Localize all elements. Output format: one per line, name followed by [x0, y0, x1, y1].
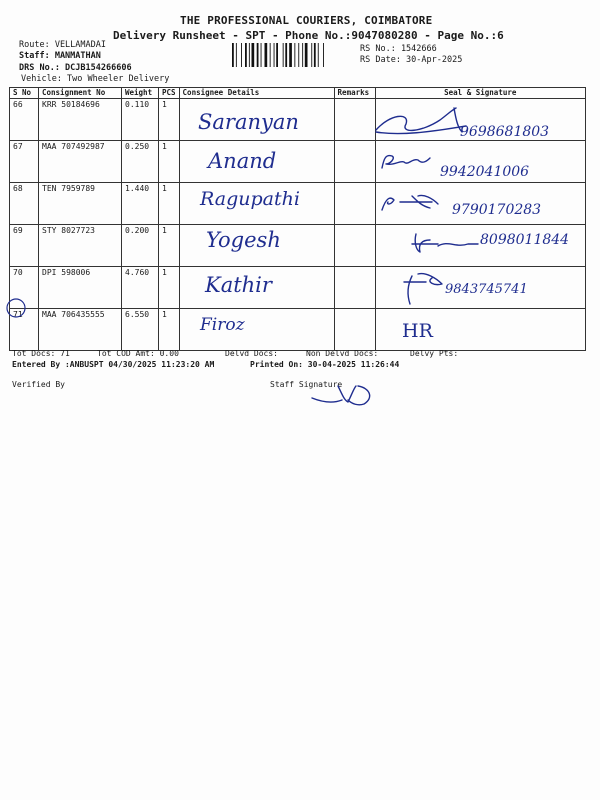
cell-consignment: TEN 7959789	[39, 183, 122, 225]
cell-sno: 69	[10, 225, 39, 267]
barcode-icon	[231, 43, 353, 67]
cell-pcs: 1	[159, 267, 180, 309]
cell-remarks	[334, 141, 375, 183]
header-consignee: Consignee Details	[179, 88, 334, 99]
cell-consignment: DPI 598006	[39, 267, 122, 309]
runsheet-title: Delivery Runsheet - SPT - Phone No.:9047080280 - Page No.:6	[113, 29, 504, 42]
cell-pcs: 1	[159, 309, 180, 351]
total-cod-amount: Tot COD Amt: 0.00	[97, 349, 179, 358]
table-header-row	[10, 88, 586, 99]
circled-mark-icon	[5, 297, 27, 319]
header-weight: Weight	[122, 88, 159, 99]
handwritten-consignee: Ragupathi	[200, 188, 300, 210]
cell-sno: 66	[10, 99, 39, 141]
rs-number: RS No.: 1542666	[360, 44, 437, 54]
delivered-docs: Delvd Docs:	[225, 349, 278, 358]
handwritten-phone: 9843745741	[445, 282, 528, 297]
cell-weight: 0.200	[122, 225, 159, 267]
header-sno: S No	[10, 88, 39, 99]
rs-date: RS Date: 30-Apr-2025	[360, 55, 463, 65]
signature-scribble	[378, 148, 438, 174]
signature-scribble	[370, 102, 470, 142]
delivery-points: Delvy Pts:	[410, 349, 459, 358]
cell-sno: 68	[10, 183, 39, 225]
cell-consignment: MAA 707492987	[39, 141, 122, 183]
handwritten-consignee: Saranyan	[198, 110, 299, 134]
route-label: Route: VELLAMADAI	[19, 40, 106, 50]
cell-pcs: 1	[159, 141, 180, 183]
cell-pcs: 1	[159, 225, 180, 267]
printed-on: Printed On: 30-04-2025 11:26:44	[250, 360, 400, 369]
cell-consignment: KRR 50184696	[39, 99, 122, 141]
cell-sno: 67	[10, 141, 39, 183]
cell-weight: 4.760	[122, 267, 159, 309]
handwritten-consignee: Anand	[208, 149, 277, 173]
cell-remarks	[334, 183, 375, 225]
cell-weight: 1.440	[122, 183, 159, 225]
staff-signature-label: Staff Signature	[270, 380, 343, 389]
handwritten-consignee: Kathir	[205, 273, 272, 297]
handwritten-phone: 8098011844	[480, 232, 570, 248]
entered-by: Entered By :ANBUSPT 04/30/2025 11:23:20 AM	[12, 360, 215, 369]
cell-sno: 71	[10, 309, 39, 351]
staff-label: Staff: MANMATHAN	[19, 51, 101, 61]
cell-remarks	[334, 309, 375, 351]
header-remarks: Remarks	[334, 88, 375, 99]
handwritten-phone: 9942041006	[440, 164, 530, 180]
header-seal: Seal & Signature	[375, 88, 585, 99]
cell-pcs: 1	[159, 99, 180, 141]
signature-scribble	[396, 268, 456, 308]
cell-remarks	[334, 99, 375, 141]
cell-sno: 70	[10, 267, 39, 309]
handwritten-phone: 9790170283	[452, 202, 542, 218]
cell-weight: 0.110	[122, 99, 159, 141]
signature-scribble	[408, 228, 480, 256]
handwritten-phone: 9698681803	[460, 124, 550, 140]
header-consignment: Consignment No	[39, 88, 122, 99]
table-row	[10, 309, 586, 351]
non-delivered-docs: Non Delvd Docs:	[306, 349, 379, 358]
cell-weight: 6.550	[122, 309, 159, 351]
cell-weight: 0.250	[122, 141, 159, 183]
vehicle-label: Vehicle: Two Wheeler Delivery	[21, 74, 170, 84]
company-title: THE PROFESSIONAL COURIERS, COIMBATORE	[180, 14, 433, 27]
cell-remarks	[334, 267, 375, 309]
cell-consignment: STY 8027723	[39, 225, 122, 267]
total-docs: Tot Docs: 71	[12, 349, 70, 358]
cell-consignment: MAA 706435555	[39, 309, 122, 351]
handwritten-initials: HR	[402, 320, 433, 342]
signature-scribble	[378, 190, 448, 216]
header-pcs: PCS	[159, 88, 180, 99]
staff-signature-scribble	[308, 380, 378, 410]
verified-by-label: Verified By	[12, 380, 65, 389]
cell-remarks	[334, 225, 375, 267]
cell-pcs: 1	[159, 183, 180, 225]
drs-number: DRS No.: DCJB154266606	[19, 63, 132, 73]
handwritten-consignee: Firoz	[200, 315, 245, 335]
handwritten-consignee: Yogesh	[206, 228, 281, 252]
